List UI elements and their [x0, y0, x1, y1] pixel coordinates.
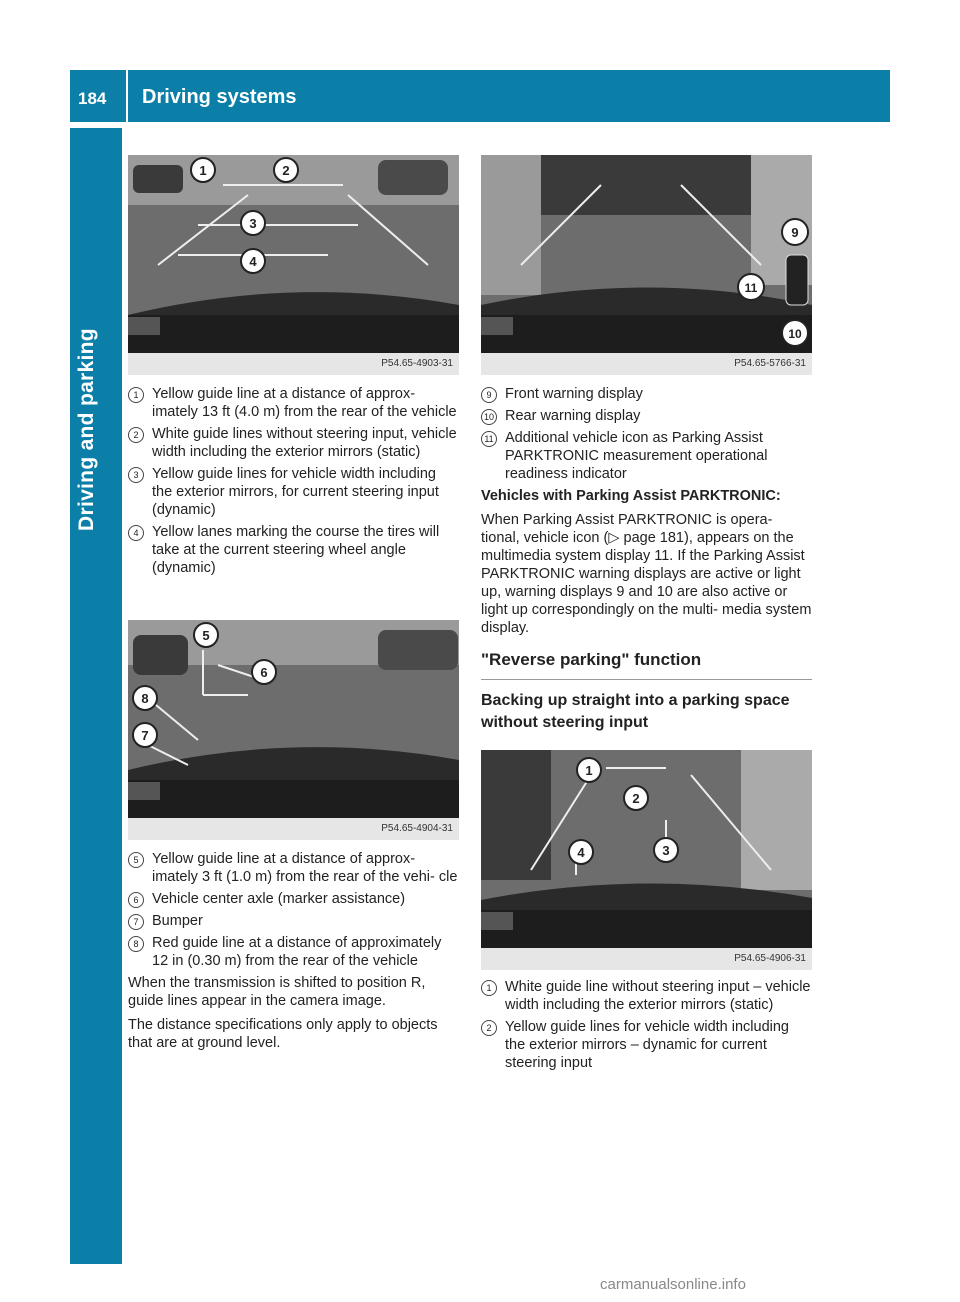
marker-label: 10: [788, 327, 802, 341]
marker-label: 3: [249, 216, 257, 231]
camera-image-4: [481, 750, 812, 948]
list-item: [128, 912, 459, 930]
list-item: [481, 978, 812, 1014]
camera-image-1: [128, 155, 459, 353]
marker-label: 9: [791, 225, 799, 240]
figure-code: P54.65-4904-31: [128, 818, 459, 840]
marker-label: 4: [577, 845, 585, 860]
right-column-b: [481, 978, 812, 1076]
item-text: Yellow guide lines for vehicle width including the exterior mirrors, for current steering input (dynamic): [152, 466, 439, 518]
section-heading: "Reverse parking" function: [481, 651, 812, 680]
footer-watermark: carmanualsonline.info: [600, 1276, 746, 1293]
marker-label: 3: [662, 843, 670, 858]
camera-figure-2: [128, 620, 459, 840]
figure-code: P54.65-4903-31: [128, 353, 459, 375]
header-divider: [126, 70, 128, 122]
item-text: Bumper: [152, 913, 203, 929]
marker-label: 4: [249, 254, 257, 269]
list-item: [481, 385, 812, 403]
list-item: [128, 890, 459, 908]
item-text: Yellow guide line at a distance of approx- imately 13 ft (4.0 m) from the rear of the vehicle: [152, 386, 457, 420]
item-text: Front warning display: [505, 386, 643, 402]
list-item: [128, 385, 459, 421]
marker-label: 11: [744, 281, 758, 295]
left-column-b: [128, 850, 459, 1058]
item-text: Yellow lanes marking the course the tires will take at the current steering wheel angle (dynamic): [152, 524, 440, 576]
item-number: 11: [481, 431, 497, 447]
item-number: 1: [481, 980, 497, 996]
item-number: 6: [128, 892, 144, 908]
item-text: Red guide line at a distance of approximately 12 in (0.30 m) from the rear of the vehicle: [152, 935, 442, 969]
item-text: White guide line without steering input – vehicle width including the exterior mirrors (static): [505, 979, 811, 1013]
item-text: Yellow guide lines for vehicle width including the exterior mirrors – dynamic for current steering input: [505, 1019, 789, 1071]
item-number: 8: [128, 936, 144, 952]
item-number: 3: [128, 467, 144, 483]
sub-heading: Backing up straight into a parking space without steering input: [481, 692, 790, 731]
item-number: 2: [128, 427, 144, 443]
item-number: 4: [128, 525, 144, 541]
item-number: 10: [481, 409, 497, 425]
page-title: Driving systems: [142, 86, 297, 108]
marker-label: 5: [202, 628, 210, 643]
item-number: 9: [481, 387, 497, 403]
marker-label: 2: [632, 791, 640, 806]
item-number: 7: [128, 914, 144, 930]
figure-code: P54.65-4906-31: [481, 948, 812, 970]
left-column-a: [128, 385, 459, 581]
list-item: [128, 850, 459, 886]
item-text: Yellow guide line at a distance of approx- imately 3 ft (1.0 m) from the rear of the vehi- cle: [152, 851, 458, 885]
page-number: 184: [78, 89, 107, 108]
item-text: Vehicle center axle (marker assistance): [152, 891, 406, 907]
body-paragraph: When the transmission is shifted to position R, guide lines appear in the camera image.: [128, 975, 426, 1009]
list-item: [128, 934, 459, 970]
marker-label: 8: [141, 691, 149, 706]
right-column-a: [481, 385, 812, 746]
camera-image-2: [128, 620, 459, 818]
figure-code: P54.65-5766-31: [481, 353, 812, 375]
marker-label: 2: [282, 163, 290, 178]
marker-label: 6: [260, 665, 268, 680]
list-item: [128, 523, 459, 577]
list-item: [481, 407, 812, 425]
item-number: 2: [481, 1020, 497, 1036]
list-item: [481, 429, 812, 483]
marker-label: 1: [585, 763, 593, 778]
side-tab-label: Driving and parking: [75, 328, 98, 531]
list-item: [481, 1018, 812, 1072]
item-text: Additional vehicle icon as Parking Assist PARKTRONIC measurement operational readiness indicator: [505, 430, 768, 482]
side-tab: [70, 128, 122, 1264]
camera-figure-4: [481, 750, 812, 970]
item-text: White guide lines without steering input, vehicle width including the exterior mirrors (static): [152, 426, 457, 460]
bold-heading: Vehicles with Parking Assist PARKTRONIC:: [481, 488, 781, 504]
marker-label: 1: [199, 163, 207, 178]
item-number: 1: [128, 387, 144, 403]
page-header: [70, 70, 890, 122]
camera-image-3: [481, 155, 812, 353]
body-paragraph: The distance specifications only apply to objects that are at ground level.: [128, 1017, 438, 1051]
list-item: [128, 465, 459, 519]
camera-figure-1: [128, 155, 459, 375]
marker-label: 7: [141, 728, 149, 743]
body-paragraph: When Parking Assist PARKTRONIC is opera- tional, vehicle icon (▷ page 181), appears on the multimedia system display 11. If the Parking Assist PARKTRONIC warning displays are active or light up, warning displays 9 and 10 are also active or light up correspondingly on the multi- media system display.: [481, 512, 812, 636]
item-text: Rear warning display: [505, 408, 641, 424]
list-item: [128, 425, 459, 461]
camera-figure-3: [481, 155, 812, 375]
item-number: 5: [128, 852, 144, 868]
